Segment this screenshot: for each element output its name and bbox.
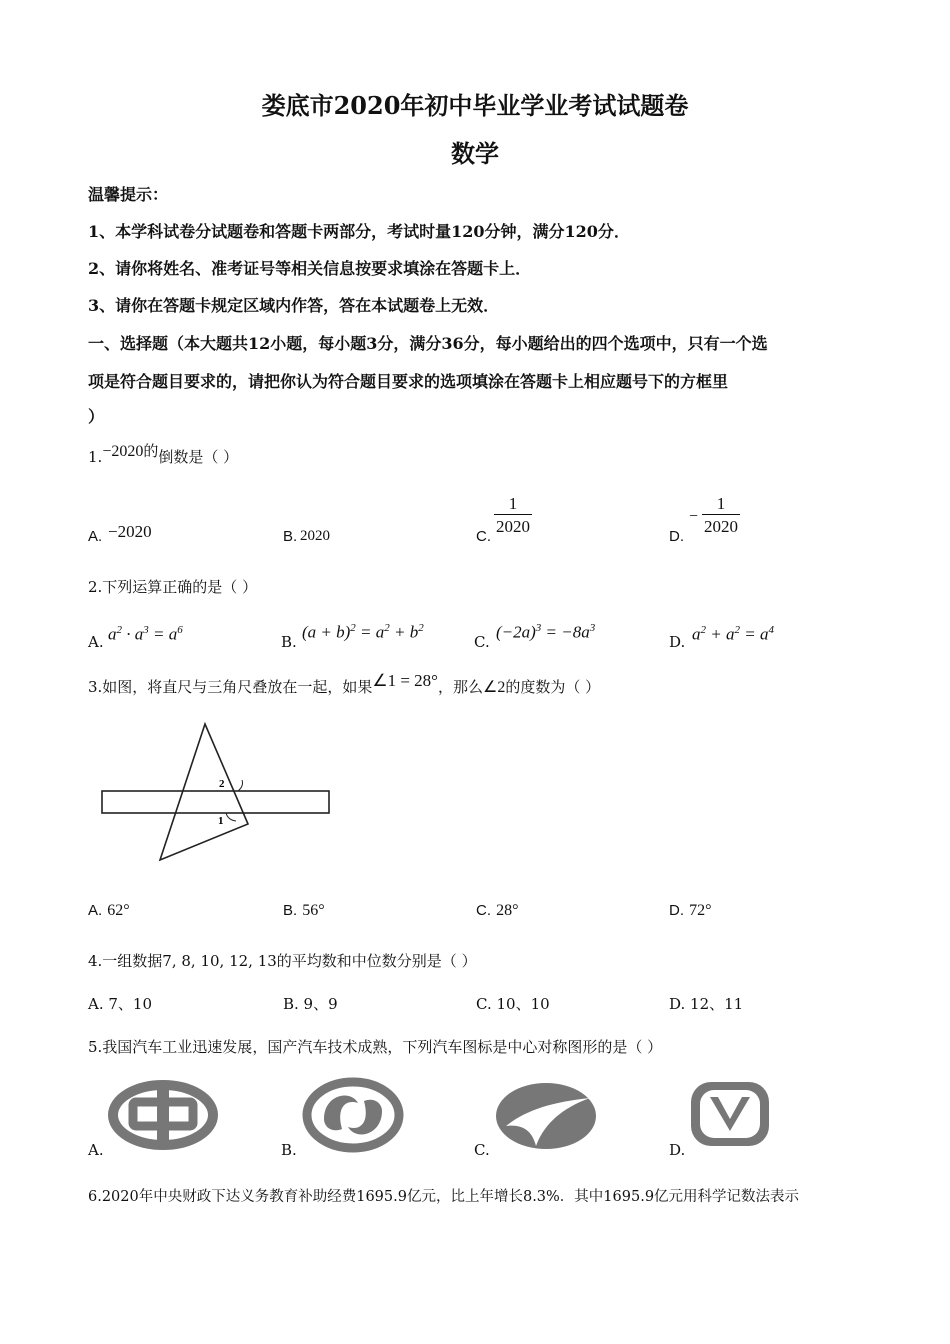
q6-stem: 6.2020年中央财政下达义务教育补助经费1695.9亿元，比上年增长8.3%．其中1695.9亿元用科学记数法表示	[88, 1189, 800, 1205]
tip-3: 3、请你在答题卡规定区域内作答，答在本试题卷上无效．	[88, 296, 500, 315]
q1-c-numerator: 1	[508, 494, 518, 513]
angle1-arc	[226, 813, 236, 821]
q5-option-b: B.	[281, 1141, 297, 1159]
q5-option-c: C.	[474, 1141, 490, 1159]
q1-option-c-label: C.	[476, 528, 491, 545]
q3-option-a: A. 62°	[88, 902, 130, 919]
q1-c-denominator: 2020	[494, 514, 532, 537]
q2-option-b-label: B.	[281, 633, 297, 651]
q4-option-d: D. 12、11	[669, 995, 744, 1013]
car-logo-c-icon	[492, 1080, 600, 1152]
q4-option-a: A. 7、10	[88, 995, 152, 1013]
q2-option-d-expr: $a^2 + a^2 = a^4$	[692, 624, 774, 644]
section1-line3: ）	[88, 407, 105, 426]
q2-option-a-expr: $a^2 \cdot a^3 = a^6$	[108, 624, 183, 644]
q5-option-d: D.	[669, 1141, 686, 1159]
q1-option-c-fraction	[494, 494, 532, 537]
q1-stem	[88, 442, 239, 467]
q5-stem: 5.我国汽车工业迅速发展，国产汽车技术成熟，下列汽车图标是中心对称图形的是（ ）	[88, 1038, 663, 1056]
q3-option-b: B. 56°	[283, 902, 325, 919]
ruler-shape	[102, 791, 329, 813]
q1-option-a-value: −2020	[108, 522, 152, 541]
q3-angle2: ∠2	[482, 679, 506, 696]
q3-text-a: 3.如图，将直尺与三角尺叠放在一起，如果	[88, 678, 373, 696]
car-logo-b-icon	[302, 1077, 404, 1153]
q2-option-a-label: A.	[88, 633, 104, 651]
q3-option-c: C. 28°	[476, 902, 519, 919]
q4-option-c: C. 10、10	[476, 995, 550, 1013]
q4-stem: 4.一组数据7, 8, 10, 12, 13的平均数和中位数分别是（ ）	[88, 952, 477, 970]
car-logo-d-icon	[688, 1079, 772, 1149]
q1-de: 的	[143, 442, 159, 460]
car-logo-a-icon	[108, 1080, 218, 1150]
q3-option-d: D. 72°	[669, 902, 712, 919]
q3-stem	[88, 671, 601, 697]
exam-title: 娄底市2020年初中毕业学业考试试题卷	[261, 91, 689, 120]
angle2-arc	[238, 780, 243, 791]
section1-line2: 项是符合题目要求的，请把你认为符合题目要求的选项填涂在答题卡上相应题号下的方框里	[88, 372, 729, 391]
q1-option-d-fraction	[702, 494, 740, 537]
subject-title: 数学	[451, 139, 499, 168]
q1-text: 倒数是（ ）	[158, 448, 239, 466]
q1-expr: −2020	[102, 443, 144, 460]
q1-option-b-value: 2020	[300, 528, 330, 544]
tips-heading: 温馨提示：	[88, 185, 169, 204]
fig-label-2: 2	[219, 778, 225, 790]
q2-stem: 2.下列运算正确的是（ ）	[88, 578, 258, 596]
q1-option-b-label: B.	[283, 528, 298, 545]
q3-text-c: 的度数为（ ）	[505, 678, 601, 696]
q3-figure	[98, 720, 338, 865]
q1-num: 1.	[88, 448, 103, 466]
q2-option-b-expr: $(a + b)^2 = a^2 + b^2$	[302, 622, 424, 642]
q5-option-a: A.	[88, 1141, 104, 1159]
q1-option-a-label: A.	[88, 528, 103, 545]
q1-d-denominator: 2020	[702, 514, 740, 537]
q1-option-d-label: D.	[669, 528, 684, 545]
section1-line1: 一、选择题（本大题共12小题，每小题3分，满分36分，每小题给出的四个选项中，只有一个选	[88, 334, 768, 353]
tip-2: 2、请你将姓名、准考证号等相关信息按要求填涂在答题卡上．	[88, 259, 532, 278]
q3-text-b: ，那么	[437, 678, 483, 696]
q3-angle1: ∠1 = 28°	[372, 671, 438, 690]
triangle-shape	[160, 724, 248, 860]
q2-option-c-expr: $(-2a)^3 = -8a^3$	[496, 622, 596, 642]
q4-option-b: B. 9、9	[283, 995, 338, 1013]
fig-label-1: 1	[218, 815, 224, 827]
q2-option-c-label: C.	[474, 633, 490, 651]
q1-option-d-sign: −	[689, 508, 699, 525]
q1-d-numerator: 1	[716, 494, 726, 513]
tip-1: 1、本学科试卷分试题卷和答题卡两部分，考试时量120分钟，满分120分．	[88, 222, 630, 241]
q2-option-d-label: D.	[669, 633, 686, 651]
